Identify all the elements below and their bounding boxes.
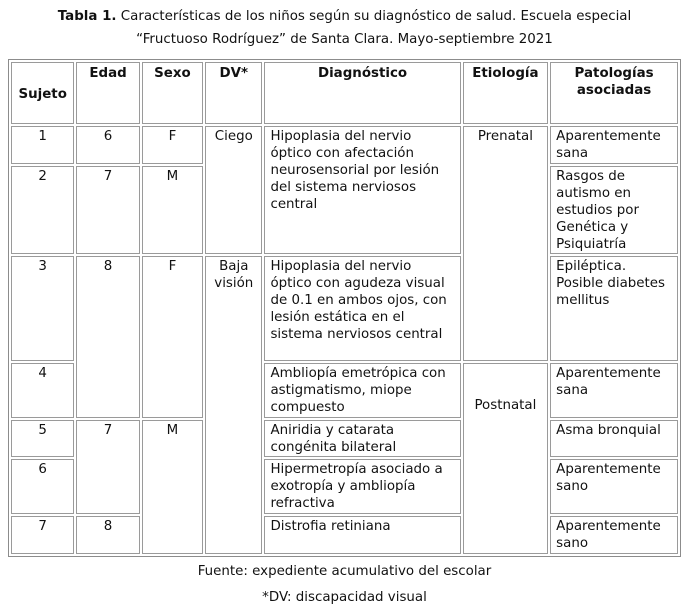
cell-patologias: Aparentemente sano bbox=[550, 516, 678, 554]
header-dv: DV* bbox=[205, 62, 262, 124]
table-row bbox=[11, 126, 678, 164]
cell-patologias: Aparentemente sano bbox=[550, 459, 678, 514]
caption-line2: “Fructuoso Rodríguez” de Santa Clara. Mayo-septiembre 2021 bbox=[136, 32, 553, 47]
cell-diagnostico: Hipoplasia del nervio óptico con agudeza visual de 0.1 en ambos ojos, con lesión estática en el sistema nerviosos central bbox=[264, 256, 460, 361]
header-row bbox=[11, 62, 678, 124]
cell-sexo: F bbox=[142, 256, 203, 418]
cell-edad: 6 bbox=[76, 126, 139, 164]
cell-edad: 8 bbox=[76, 516, 139, 554]
cell-diagnostico: Aniridia y catarata congénita bilateral bbox=[264, 420, 460, 457]
cell-sexo: M bbox=[142, 420, 203, 554]
table-row bbox=[11, 420, 678, 457]
cell-patologias: Aparentemente sana bbox=[550, 363, 678, 418]
cell-sujeto: 1 bbox=[11, 126, 74, 164]
cell-dv: Baja visión bbox=[205, 256, 262, 554]
cell-sujeto: 5 bbox=[11, 420, 74, 457]
cell-sujeto: 2 bbox=[11, 166, 74, 254]
dv-footnote: *DV: discapacidad visual bbox=[262, 590, 427, 605]
cell-patologias: Aparentemente sana bbox=[550, 126, 678, 164]
cell-sujeto: 4 bbox=[11, 363, 74, 418]
header-patologias: Patologías asociadas bbox=[550, 62, 678, 124]
header-sujeto: Sujeto bbox=[11, 62, 74, 124]
characteristics-table bbox=[8, 59, 681, 557]
cell-sexo: M bbox=[142, 166, 203, 254]
cell-edad: 7 bbox=[76, 166, 139, 254]
cell-diagnostico: Hipoplasia del nervio óptico con afectación neurosensorial por lesión del sistema nerviosos central bbox=[264, 126, 460, 254]
caption-label: Tabla 1. bbox=[57, 9, 117, 24]
table-row bbox=[11, 256, 678, 361]
cell-patologias: Rasgos de autismo en estudios por Genética y Psiquiatría bbox=[550, 166, 678, 254]
cell-etiologia bbox=[463, 363, 549, 554]
table-caption bbox=[0, 5, 689, 51]
cell-sexo: F bbox=[142, 126, 203, 164]
etiologia-postnatal: Postnatal bbox=[474, 398, 537, 413]
header-diagnostico: Diagnóstico bbox=[264, 62, 460, 124]
header-sexo: Sexo bbox=[142, 62, 203, 124]
header-etiologia: Etiología bbox=[463, 62, 549, 124]
header-edad: Edad bbox=[76, 62, 139, 124]
cell-diagnostico: Ambliopía emetrópica con astigmatismo, miope compuesto bbox=[264, 363, 460, 418]
cell-sujeto: 7 bbox=[11, 516, 74, 554]
cell-edad: 7 bbox=[76, 420, 139, 514]
cell-etiologia: Prenatal bbox=[463, 126, 549, 361]
cell-diagnostico: Distrofia retiniana bbox=[264, 516, 460, 554]
caption-line1: Características de los niños según su diagnóstico de salud. Escuela especial bbox=[120, 9, 632, 24]
table-row bbox=[11, 516, 678, 554]
cell-edad: 8 bbox=[76, 256, 139, 418]
cell-patologias: Asma bronquial bbox=[550, 420, 678, 457]
cell-sujeto: 3 bbox=[11, 256, 74, 361]
cell-dv: Ciego bbox=[205, 126, 262, 254]
cell-diagnostico: Hipermetropía asociado a exotropía y ambliopía refractiva bbox=[264, 459, 460, 514]
source-note: Fuente: expediente acumulativo del escolar bbox=[197, 564, 492, 579]
cell-sujeto: 6 bbox=[11, 459, 74, 514]
cell-patologias: Epiléptica. Posible diabetes mellitus bbox=[550, 256, 678, 361]
